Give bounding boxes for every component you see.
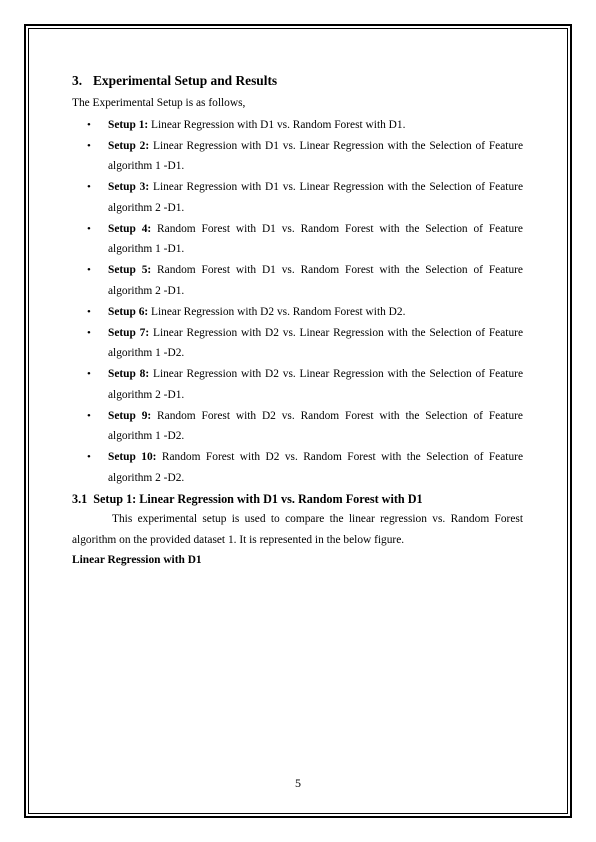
bullet-icon: • — [87, 368, 91, 380]
setup-item — [72, 136, 523, 177]
setup-item — [72, 323, 523, 364]
setup-text: Random Forest with D2 vs. Random Forest with the Selection of Feature algorithm 1 -D2. — [108, 409, 523, 442]
bullet-icon: • — [87, 118, 91, 131]
setup-label: Setup 6: — [108, 305, 149, 318]
setup-text: Linear Regression with D1 vs. Linear Regression with the Selection of Feature algorithm 1 -D1. — [108, 139, 523, 172]
setup-text: Random Forest with D2 vs. Random Forest with the Selection of Feature algorithm 2 -D2. — [108, 451, 524, 484]
section-title: Experimental Setup and Results — [93, 73, 278, 88]
setup-text: Linear Regression with D2 vs. Linear Regression with the Selection of Feature algorithm 2 -D1. — [108, 368, 523, 401]
setup-item — [72, 302, 523, 323]
setup-label: Setup 3: — [108, 181, 150, 193]
setup-label: Setup 10: — [108, 451, 157, 463]
setup-text: Linear Regression with D2 vs. Linear Regression with the Selection of Feature algorithm 1 -D2. — [108, 326, 523, 359]
setup-item — [72, 364, 523, 405]
setup-label: Setup 2: — [108, 139, 150, 152]
setup-text: Linear Regression with D2 vs. Random Forest with D2. — [148, 305, 406, 318]
setup-label: Setup 7: — [108, 326, 150, 339]
bullet-icon: • — [87, 264, 91, 276]
bullet-icon: • — [87, 181, 91, 193]
bullet-icon: • — [87, 326, 91, 339]
setup-item — [72, 406, 523, 447]
setup-label: Setup 1: — [108, 118, 149, 131]
setup-list — [72, 115, 523, 489]
section-heading — [72, 71, 523, 91]
bullet-icon: • — [87, 139, 91, 152]
setup-item — [72, 177, 523, 218]
setup-label: Setup 9: — [108, 409, 152, 422]
setup-item — [72, 447, 523, 488]
page-content — [72, 71, 523, 571]
subsection-title: Setup 1: Linear Regression with D1 vs. Random Forest with D1 — [93, 491, 423, 506]
bullet-icon: • — [87, 409, 91, 422]
bullet-icon: • — [87, 451, 91, 463]
bullet-icon: • — [87, 305, 91, 318]
setup-label: Setup 5: — [108, 264, 152, 276]
setup-label: Setup 4: — [108, 222, 152, 235]
section-number: 3. — [72, 73, 83, 88]
setup-text: Random Forest with D1 vs. Random Forest with the Selection of Feature algorithm 2 -D1. — [108, 264, 523, 297]
setup-text: Linear Regression with D1 vs. Linear Regression with the Selection of Feature algorithm 2 -D1. — [108, 181, 523, 214]
setup-item — [72, 115, 523, 136]
setup-item — [72, 260, 523, 301]
bullet-icon: • — [87, 222, 91, 235]
subsection-paragraph: This experimental setup is used to compare the linear regression vs. Random Forest algorithm on the provided dataset 1. It is represented in the below figure. — [72, 513, 523, 546]
page-number: 5 — [295, 776, 301, 790]
figure-caption: Linear Regression with D1 — [72, 554, 202, 566]
setup-label: Setup 8: — [108, 368, 150, 380]
subsection-number: 3.1 — [72, 491, 88, 506]
setup-text: Random Forest with D1 vs. Random Forest with the Selection of Feature algorithm 1 -D1. — [108, 222, 523, 255]
setup-text: Linear Regression with D1 vs. Random Forest with D1. — [148, 118, 406, 131]
setup-item — [72, 219, 523, 260]
subsection-heading — [72, 489, 523, 510]
section-intro: The Experimental Setup is as follows, — [72, 97, 246, 109]
